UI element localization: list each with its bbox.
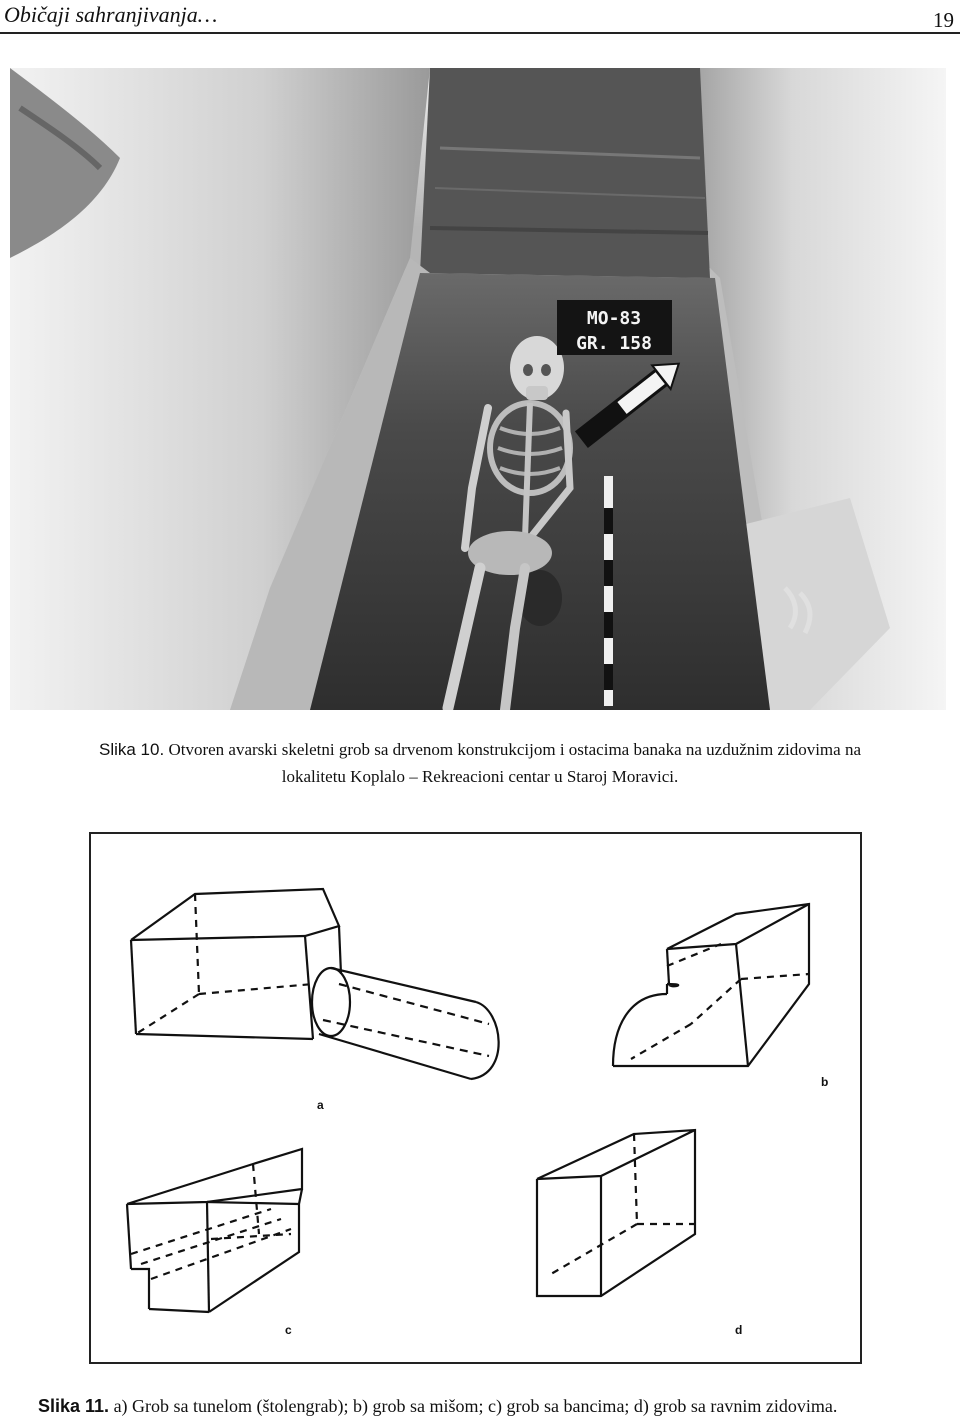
grave-type-a-label: a [317,1098,324,1112]
figure-11-text: a) Grob sa tunelom (štolengrab); b) grob sa mišom; c) grob sa bancima; d) grob sa ravnim zidovima. [109,1396,838,1416]
grave-type-c-drawing [127,1149,302,1362]
sign-line-1: MO-83 [586,308,642,329]
header-rule [0,32,960,34]
figure-11-caption [38,1396,938,1417]
page-number: 19 [933,8,954,32]
grave-types-figure [89,832,862,1364]
grave-type-b-drawing [613,904,809,1066]
page-header [0,0,960,36]
figure-10-text-1: Otvoren avarski skeletni grob sa drvenom konstrukcijom i ostacima banaka na uzdužnim zidovima na [164,740,861,759]
scale-bar [604,476,613,706]
sign-line-2: GR. 158 [576,333,652,354]
figure-10-text-2: lokalitetu Koplalo – Rekreacioni centar u Staroj Moravici. [281,767,679,786]
running-title: Običaji sahranjivanja… [4,2,218,27]
grave-type-d-label: d [735,1323,743,1337]
figure-10-label: Slika 10. [98,740,165,759]
grave-type-b-label: b [821,1075,829,1089]
grave-type-d-drawing [537,1130,695,1296]
excavation-photo [10,68,946,710]
figure-11-label: Slika 11. [38,1396,110,1416]
figure-10-caption [30,736,930,790]
grave-type-a-drawing [131,889,499,1079]
grave-type-c-label: c [285,1323,292,1337]
